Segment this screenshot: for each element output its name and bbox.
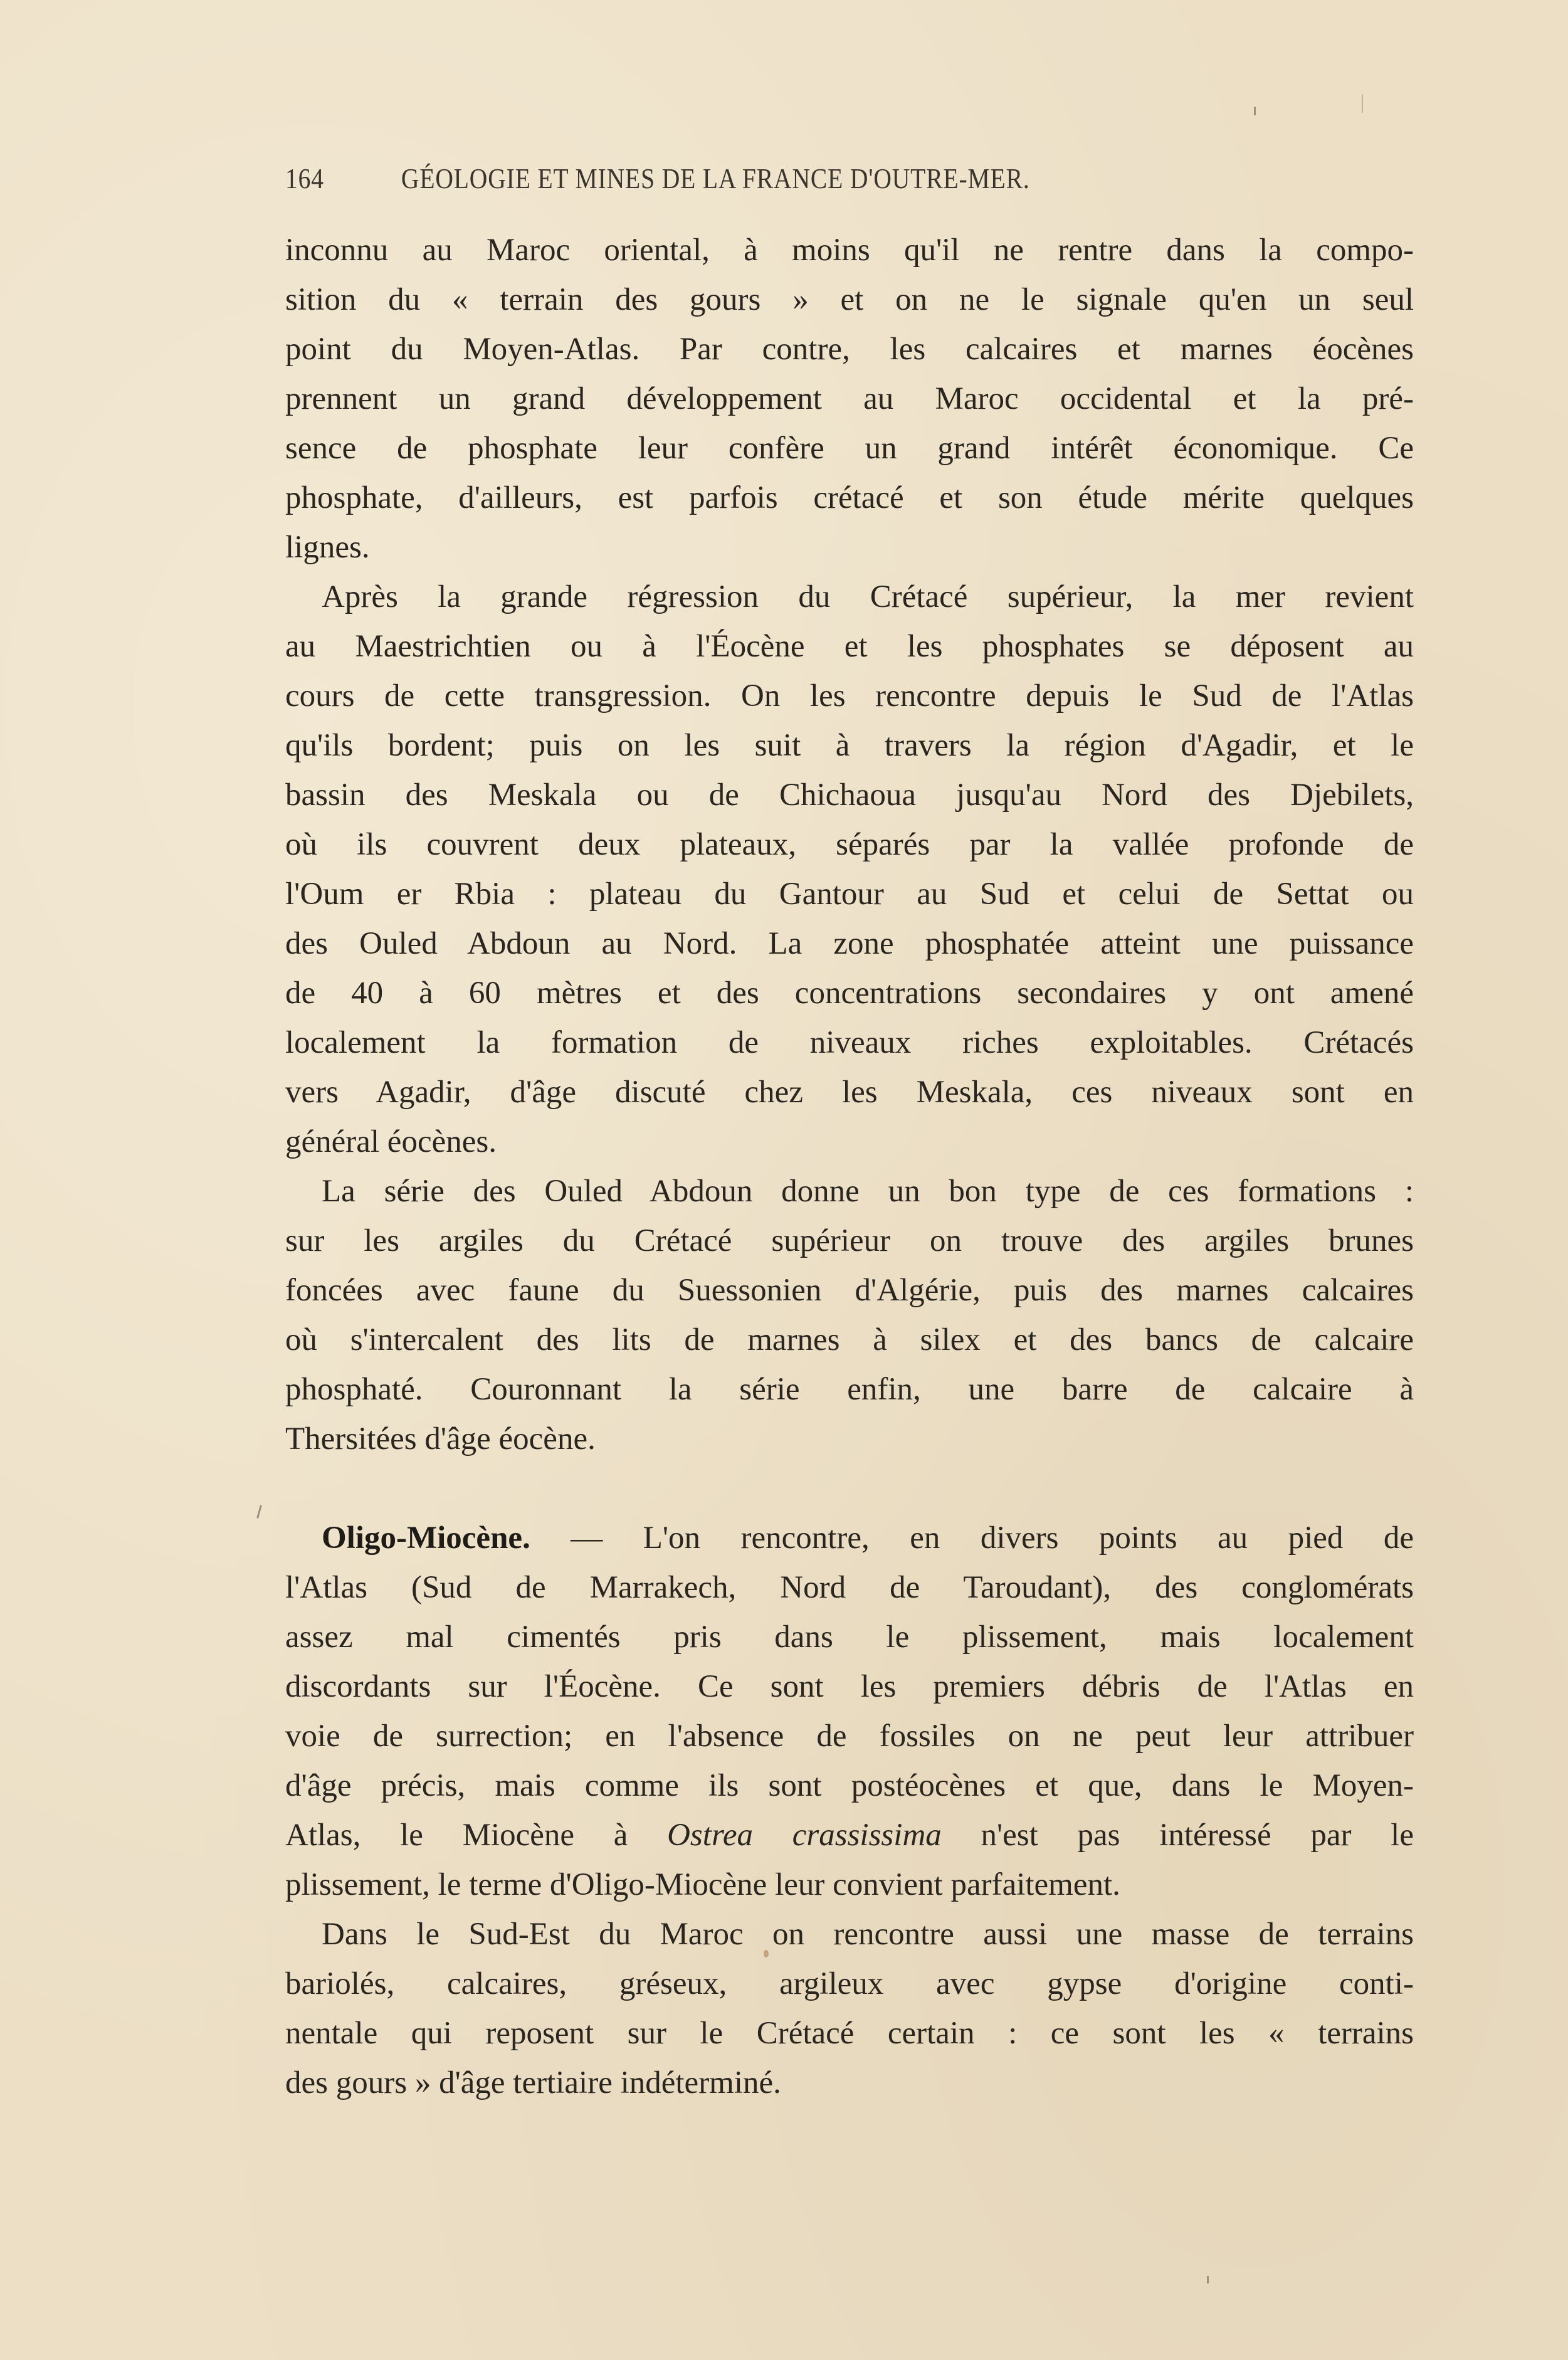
text-line-content: Dans le Sud-Est du Maroc on rencontre aussi une masse de terrains: [322, 1917, 1414, 1952]
text-line-content: Après la grande régression du Crétacé supérieur, la mer revient: [322, 579, 1414, 614]
text-line-content: Thersitées d'âge éocène.: [285, 1421, 596, 1457]
paragraph: [285, 226, 1414, 572]
paragraph: [285, 572, 1414, 1167]
text-line: [285, 1662, 1414, 1712]
paragraph: [285, 1910, 1414, 2108]
text-line-content: général éocènes.: [285, 1124, 497, 1159]
text-line: [285, 919, 1414, 969]
text-line: [285, 572, 1414, 622]
paragraph: [285, 1514, 1414, 1910]
paper-speck: [1207, 2276, 1209, 2284]
text-line: [285, 721, 1414, 771]
text-line-content: [322, 1514, 1414, 1563]
text-line: [285, 2058, 1414, 2108]
text-line: [285, 1563, 1414, 1613]
text-line-content: point du Moyen-Atlas. Par contre, les calcaires et marnes éocènes: [285, 332, 1414, 367]
section-gap: [285, 1464, 1414, 1514]
text-line-content: l'Atlas (Sud de Marrakech, Nord de Taroudant), des conglomérats: [285, 1570, 1414, 1605]
text-line-content: assez mal cimentés pris dans le plissement, mais localement: [285, 1620, 1414, 1655]
text-line: [285, 1613, 1414, 1662]
text-line-content: voie de surrection; en l'absence de fossiles on ne peut leur attribuer: [285, 1719, 1414, 1754]
text-line-content: où ils couvrent deux plateaux, séparés par la vallée profonde de: [285, 827, 1414, 862]
page-number: 164: [285, 162, 324, 194]
text-line: [285, 672, 1414, 721]
text-line-content: sition du « terrain des gours » et on ne le signale qu'en un seul: [285, 282, 1414, 317]
text-line-content: où s'intercalent des lits de marnes à silex et des bancs de calcaire: [285, 1322, 1414, 1357]
text-run: Atlas, le Miocène à: [285, 1818, 668, 1853]
text-line-content: prennent un grand développement au Maroc occidental et la pré-: [285, 381, 1414, 416]
text-line-content: cours de cette transgression. On les rencontre depuis le Sud de l'Atlas: [285, 678, 1414, 714]
text-line-content: bariolés, calcaires, gréseux, argileux avec gypse d'origine conti-: [285, 1966, 1414, 2001]
section-heading: Oligo-Miocène.: [322, 1520, 530, 1556]
text-line-content: discordants sur l'Éocène. Ce sont les premiers débris de l'Atlas en: [285, 1669, 1414, 1704]
text-line-content: localement la formation de niveaux riches exploitables. Crétacés: [285, 1025, 1414, 1060]
paper-speck: [1362, 94, 1363, 113]
text-line: [285, 1216, 1414, 1266]
text-line: [285, 771, 1414, 820]
paragraph: [285, 1167, 1414, 1464]
text-line: [285, 1414, 1414, 1464]
text-line-content: sence de phosphate leur confère un grand intérêt économique. Ce: [285, 431, 1414, 466]
text-run: — L'on rencontre, en divers points au pied de: [530, 1520, 1414, 1556]
text-line-content: foncées avec faune du Suessonien d'Algérie, puis des marnes calcaires: [285, 1273, 1414, 1308]
text-line: [285, 275, 1414, 325]
text-line: [285, 523, 1414, 572]
text-line: [285, 870, 1414, 919]
text-line: [285, 325, 1414, 374]
text-line: [285, 2009, 1414, 2058]
text-line: [285, 622, 1414, 672]
text-line: [285, 1811, 1414, 1860]
text-line: [285, 820, 1414, 870]
text-line: [285, 226, 1414, 275]
text-line-content: bassin des Meskala ou de Chichaoua jusqu'au Nord des Djebilets,: [285, 777, 1414, 813]
text-line: [285, 1018, 1414, 1068]
body-text: [285, 226, 1414, 2108]
text-line-content: de 40 à 60 mètres et des concentrations secondaires y ont amené: [285, 976, 1414, 1011]
text-line: [285, 1266, 1414, 1315]
paper-speck: [1254, 107, 1256, 115]
text-line-content: phosphaté. Couronnant la série enfin, une barre de calcaire à: [285, 1372, 1414, 1407]
text-line: [285, 1068, 1414, 1117]
text-line: [285, 1910, 1414, 1959]
text-line-content: nentale qui reposent sur le Crétacé certain : ce sont les « terrains: [285, 2016, 1414, 2051]
text-line-content: des Ouled Abdoun au Nord. La zone phosphatée atteint une puissance: [285, 926, 1414, 961]
text-line-content: d'âge précis, mais comme ils sont postéocènes et que, dans le Moyen-: [285, 1768, 1414, 1803]
text-line-content: au Maestrichtien ou à l'Éocène et les phosphates se déposent au: [285, 629, 1414, 664]
text-line-content: sur les argiles du Crétacé supérieur on trouve des argiles brunes: [285, 1223, 1414, 1258]
text-line-content: phosphate, d'ailleurs, est parfois crétacé et son étude mérite quelques: [285, 480, 1414, 515]
running-header: [285, 162, 1256, 212]
text-line: [285, 1167, 1414, 1216]
text-line-content: des gours » d'âge tertiaire indéterminé.: [285, 2065, 781, 2100]
text-line: [285, 1712, 1414, 1761]
text-line: [285, 1860, 1414, 1910]
text-line: [285, 969, 1414, 1018]
text-line-content: La série des Ouled Abdoun donne un bon type de ces formations :: [322, 1174, 1414, 1209]
text-line: [285, 1315, 1414, 1365]
text-line-content: [285, 1811, 1414, 1860]
text-line: [285, 1117, 1414, 1167]
text-run: n'est pas intéressé par le: [941, 1818, 1414, 1853]
text-line: [285, 1761, 1414, 1811]
text-line-content: l'Oum er Rbia : plateau du Gantour au Sud et celui de Settat ou: [285, 877, 1414, 912]
running-title: GÉOLOGIE ET MINES DE LA FRANCE D'OUTRE-MER.: [401, 162, 1030, 194]
text-line: [285, 374, 1414, 424]
text-line: [285, 473, 1414, 523]
text-line: [285, 1959, 1414, 2009]
text-line-content: lignes.: [285, 530, 370, 565]
text-line: [285, 1365, 1414, 1414]
italic-taxon-name: Ostrea crassissima: [667, 1818, 942, 1853]
text-line-content: plissement, le terme d'Oligo-Miocène leur convient parfaitement.: [285, 1867, 1120, 1902]
text-line-content: vers Agadir, d'âge discuté chez les Meskala, ces niveaux sont en: [285, 1075, 1414, 1110]
text-line-content: qu'ils bordent; puis on les suit à travers la région d'Agadir, et le: [285, 728, 1414, 763]
paper-speck: [256, 1505, 262, 1519]
text-line: [285, 1514, 1414, 1563]
text-line: [285, 424, 1414, 473]
text-line-content: inconnu au Maroc oriental, à moins qu'il ne rentre dans la compo-: [285, 233, 1414, 268]
